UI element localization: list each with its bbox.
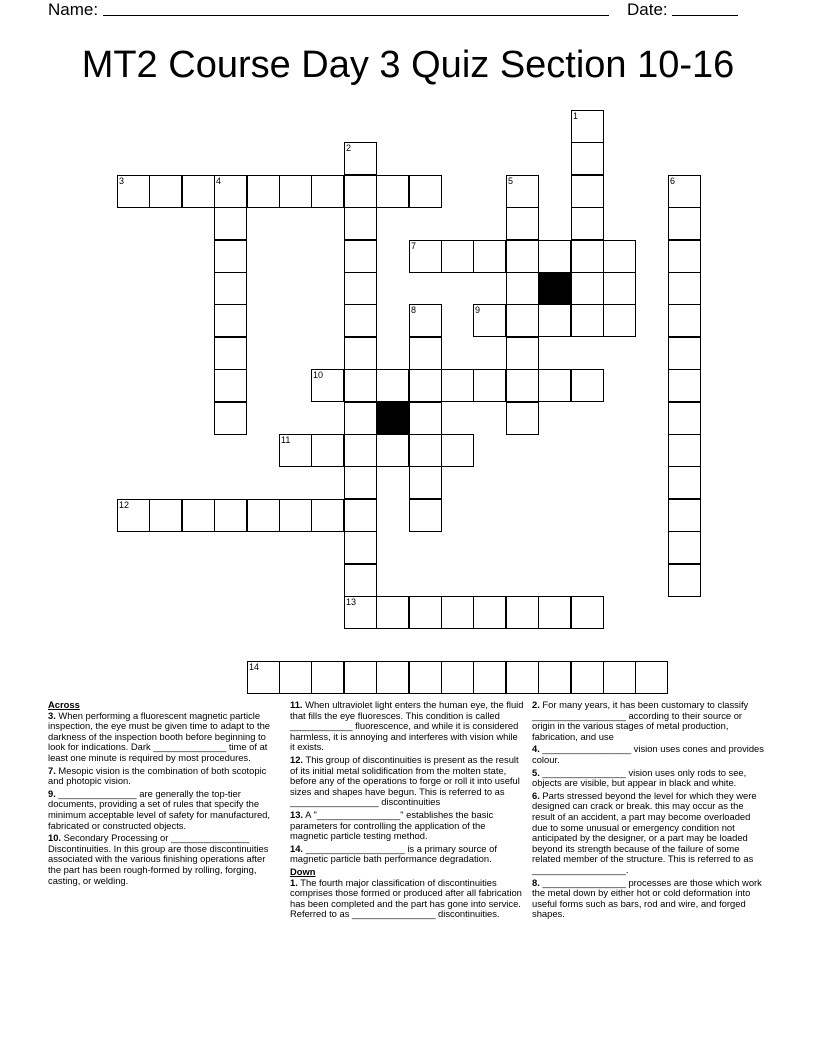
grid-cell[interactable] [603, 304, 636, 337]
grid-cell[interactable] [344, 240, 377, 273]
grid-cell[interactable] [344, 369, 377, 402]
grid-cell[interactable] [668, 434, 701, 467]
grid-cell[interactable] [344, 466, 377, 499]
grid-cell[interactable] [344, 337, 377, 370]
grid-cell[interactable] [117, 499, 150, 532]
grid-cell[interactable] [214, 304, 247, 337]
grid-cell[interactable] [376, 175, 409, 208]
cell-number: 4 [216, 176, 222, 186]
grid-cell[interactable] [182, 499, 215, 532]
cell-number: 7 [411, 241, 417, 251]
grid-cell[interactable] [214, 207, 247, 240]
grid-cell[interactable] [506, 272, 539, 305]
clue-text: ________________ vision uses only rods to see, objects are visible, but appear in black and white. [532, 766, 747, 789]
grid-cell[interactable] [409, 175, 442, 208]
grid-cell[interactable] [409, 402, 442, 435]
grid-cell[interactable] [182, 175, 215, 208]
grid-cell[interactable] [376, 596, 409, 629]
grid-cell[interactable] [668, 369, 701, 402]
name-label: Name: [48, 0, 99, 19]
clue-text: This group of discontinuities is present as the result of its initial metal solidification from the molten state, before any of the operations to forge or roll it into useful sizes and shapes have begun. This is referred to as _________________ discontinuities [290, 753, 520, 808]
grid-cell[interactable] [344, 596, 377, 629]
cell-number: 12 [119, 500, 130, 510]
clue-text: ________________ processes are those which work the metal down by either hot or cold deformation into useful forms such as bars, rod and wire, and forged shapes. [532, 876, 762, 920]
grid-cell[interactable] [506, 337, 539, 370]
grid-cell[interactable] [668, 240, 701, 273]
down-heading: Down [290, 865, 316, 877]
clue-number: 14. [290, 842, 304, 854]
grid-cell[interactable] [311, 369, 344, 402]
clue-text: For many years, it has been customary to classify __________________ according to their source or origin in the various stages of metal production, fabrication, and use [532, 699, 749, 742]
grid-cell[interactable] [376, 369, 409, 402]
clue-text: When performing a fluorescent magnetic particle inspection, the eye must be given time to adapt to the darkness of the inspection booth before beginning to look for indications. Dark ______________ time of at least one minute is required by most procedures. [48, 709, 271, 763]
grid-block [376, 402, 409, 435]
grid-cell[interactable] [344, 531, 377, 564]
clues-column-2 [290, 700, 524, 922]
grid-cell[interactable] [571, 661, 604, 694]
grid-cell[interactable] [603, 272, 636, 305]
clue-14 [290, 844, 524, 865]
grid-cell[interactable] [344, 304, 377, 337]
cell-number: 3 [119, 176, 125, 186]
across-heading: Across [48, 699, 80, 710]
clues-column-1 [48, 700, 280, 888]
cell-number: 10 [313, 370, 324, 380]
grid-cell[interactable] [473, 369, 506, 402]
clue-number: 8. [532, 876, 540, 888]
cell-number: 13 [346, 597, 357, 607]
clue-13 [290, 810, 524, 842]
clue-number: 10. [48, 832, 62, 844]
grid-cell[interactable] [149, 499, 182, 532]
grid-cell[interactable] [344, 402, 377, 435]
clue-4 [532, 744, 764, 765]
grid-cell[interactable] [571, 304, 604, 337]
cell-number: 2 [346, 143, 352, 153]
grid-cell[interactable] [311, 434, 344, 467]
grid-cell[interactable] [506, 402, 539, 435]
cell-number: 9 [475, 305, 481, 315]
grid-cell[interactable] [344, 142, 377, 175]
grid-cell[interactable] [571, 272, 604, 305]
clue-5 [532, 768, 764, 789]
grid-cell[interactable] [506, 304, 539, 337]
grid-cell[interactable] [344, 564, 377, 597]
grid-cell[interactable] [571, 369, 604, 402]
clue-9 [48, 789, 280, 831]
clue-1 [290, 878, 524, 920]
clue-number: 12. [290, 753, 304, 765]
clue-text: Mesopic vision is the combination of both scotopic and photopic vision. [48, 764, 267, 787]
grid-cell[interactable] [344, 499, 377, 532]
grid-cell[interactable] [538, 661, 571, 694]
grid-cell[interactable] [538, 240, 571, 273]
clue-11 [290, 700, 524, 753]
grid-cell[interactable] [473, 661, 506, 694]
grid-cell[interactable] [344, 434, 377, 467]
grid-cell[interactable] [214, 369, 247, 402]
clue-12 [290, 755, 524, 808]
cell-number: 1 [573, 111, 579, 121]
grid-cell[interactable] [506, 596, 539, 629]
grid-cell[interactable] [668, 175, 701, 208]
grid-cell[interactable] [344, 661, 377, 694]
clue-number: 7. [48, 764, 56, 776]
grid-cell[interactable] [571, 142, 604, 175]
grid-cell[interactable] [311, 175, 344, 208]
grid-cell[interactable] [344, 207, 377, 240]
clue-10 [48, 833, 280, 886]
grid-cell[interactable] [279, 499, 312, 532]
grid-cell[interactable] [214, 402, 247, 435]
grid-cell[interactable] [409, 304, 442, 337]
grid-cell[interactable] [311, 499, 344, 532]
clue-6 [532, 791, 764, 876]
cell-number: 11 [281, 435, 291, 445]
grid-cell[interactable] [473, 596, 506, 629]
grid-cell[interactable] [473, 304, 506, 337]
grid-cell[interactable] [506, 240, 539, 273]
cell-number: 14 [249, 662, 260, 672]
grid-cell[interactable] [668, 272, 701, 305]
clue-7 [48, 766, 280, 787]
grid-cell[interactable] [668, 466, 701, 499]
clue-text: The fourth major classification of discontinuities comprises those formed or produced after all fabrication has been completed and the part has gone into service. Referred to as ________________ discontinuities. [290, 876, 522, 920]
grid-cell[interactable] [538, 304, 571, 337]
grid-cell[interactable] [214, 240, 247, 273]
grid-cell[interactable] [603, 240, 636, 273]
grid-cell[interactable] [376, 661, 409, 694]
clue-number: 4. [532, 743, 540, 755]
page-title: MT2 Course Day 3 Quiz Section 10-16 [81, 44, 735, 86]
grid-cell[interactable] [668, 402, 701, 435]
grid-cell[interactable] [279, 434, 312, 467]
clue-text: _________________ vision uses cones and provides colour. [532, 743, 764, 765]
clue-3 [48, 711, 280, 764]
grid-cell[interactable] [538, 596, 571, 629]
grid-cell[interactable] [506, 369, 539, 402]
grid-cell[interactable] [668, 304, 701, 337]
grid-cell[interactable] [279, 661, 312, 694]
date-label: Date: [627, 0, 668, 19]
grid-cell[interactable] [409, 499, 442, 532]
grid-cell[interactable] [149, 175, 182, 208]
grid-cell[interactable] [668, 499, 701, 532]
grid-cell[interactable] [409, 661, 442, 694]
cell-number: 6 [670, 176, 676, 186]
grid-cell[interactable] [311, 661, 344, 694]
clue-number: 3. [48, 709, 56, 721]
grid-cell[interactable] [571, 207, 604, 240]
grid-cell[interactable] [409, 240, 442, 273]
grid-block [538, 272, 571, 305]
clue-text: When ultraviolet light enters the human eye, the fluid that fills the eye fluoresces. This condition is called ____________ fluorescence, and while it is considered harmless, it is annoying and interferes with vision while it exists. [290, 699, 524, 753]
clue-number: 6. [532, 789, 540, 801]
grid-cell[interactable] [409, 466, 442, 499]
grid-cell[interactable] [473, 240, 506, 273]
clues-column-3 [532, 700, 764, 922]
grid-cell[interactable] [506, 175, 539, 208]
grid-cell[interactable] [279, 175, 312, 208]
grid-cell[interactable] [635, 661, 668, 694]
clue-8 [532, 878, 764, 920]
grid-cell[interactable] [571, 110, 604, 143]
grid-cell[interactable] [668, 564, 701, 597]
cell-number: 5 [508, 176, 514, 186]
grid-cell[interactable] [409, 337, 442, 370]
grid-cell[interactable] [603, 661, 636, 694]
clue-number: 1. [290, 876, 298, 888]
grid-cell[interactable] [214, 337, 247, 370]
grid-cell[interactable] [441, 434, 474, 467]
grid-cell[interactable] [441, 596, 474, 629]
grid-cell[interactable] [506, 661, 539, 694]
clue-number: 9. [48, 787, 56, 799]
grid-cell[interactable] [668, 531, 701, 564]
clue-number: 5. [532, 766, 540, 778]
clue-number: 2. [532, 699, 540, 710]
grid-cell[interactable] [668, 207, 701, 240]
clue-number: 11. [290, 699, 303, 710]
grid-cell[interactable] [409, 596, 442, 629]
grid-cell[interactable] [247, 175, 280, 208]
grid-cell[interactable] [538, 369, 571, 402]
grid-cell[interactable] [409, 369, 442, 402]
grid-cell[interactable] [441, 369, 474, 402]
grid-cell[interactable] [117, 175, 150, 208]
clue-text: ___________________ is a primary source of magnetic particle bath performance degradation. [290, 842, 497, 865]
clue-text: Secondary Processing or _______________ Discontinuities. In this group are those discontinuities associated with the various finishing operations after the part has been rough-formed by rolling, forging, casting, or welding. [48, 832, 269, 886]
grid-cell[interactable] [214, 175, 247, 208]
grid-cell[interactable] [247, 499, 280, 532]
clue-number: 13. [290, 808, 304, 820]
grid-cell[interactable] [571, 596, 604, 629]
grid-cell[interactable] [571, 240, 604, 273]
grid-cell[interactable] [409, 434, 442, 467]
grid-cell[interactable] [344, 175, 377, 208]
grid-cell[interactable] [214, 272, 247, 305]
clue-text: A "________________" establishes the basic parameters for controlling the application of the magnetic particle testing method. [290, 808, 494, 842]
grid-cell[interactable] [506, 207, 539, 240]
grid-cell[interactable] [214, 499, 247, 532]
grid-cell[interactable] [344, 272, 377, 305]
grid-cell[interactable] [441, 661, 474, 694]
grid-cell[interactable] [571, 175, 604, 208]
grid-cell[interactable] [376, 434, 409, 467]
grid-cell[interactable] [668, 337, 701, 370]
clue-2 [532, 700, 764, 742]
clue-text: _______________ are generally the top-tier documents, providing a set of rules that specify the minimum acceptable level of safety for manufactured, fabricated or constructed objects. [48, 787, 270, 831]
cell-number: 8 [411, 305, 417, 315]
clue-text: Parts stressed beyond the level for which they were designed can crack or break. this may occur as the result of an accident, a part may become overloaded due to some unusual or emergency condition not anticipated by the designer, or a part may be loaded beyond its strength because of the failure of some related member of the structure. This is referred to as __________________. [532, 789, 757, 875]
grid-cell[interactable] [247, 661, 280, 694]
grid-cell[interactable] [441, 240, 474, 273]
